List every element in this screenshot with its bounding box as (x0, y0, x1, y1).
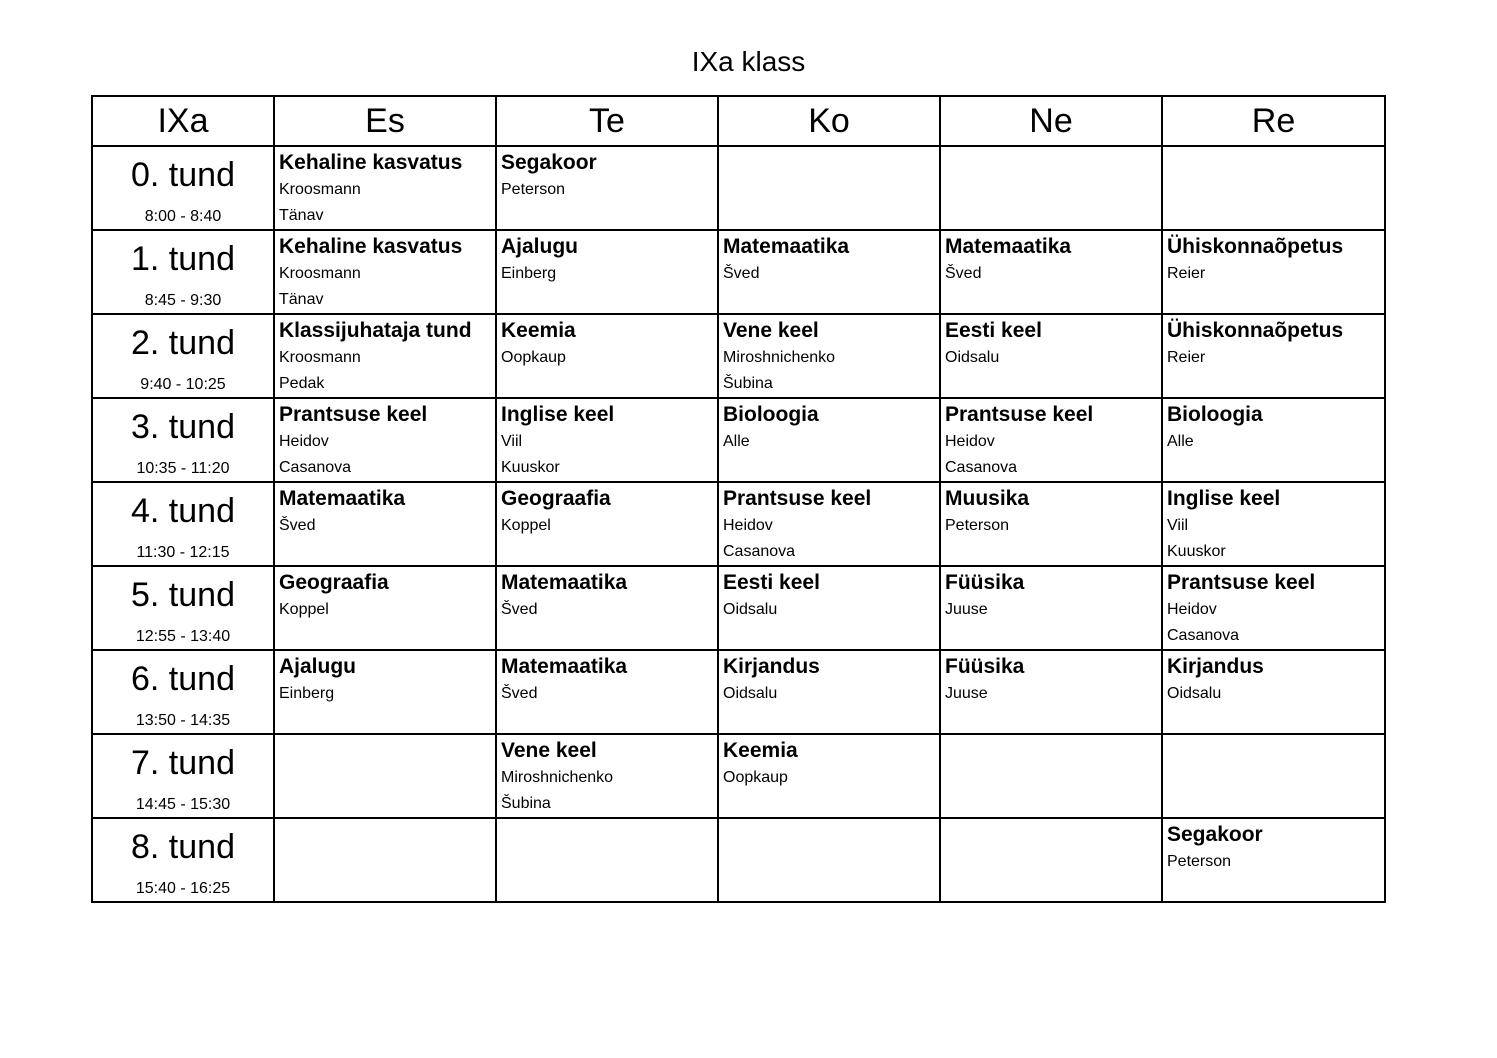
period-time: 14:45 - 15:30 (135, 796, 231, 813)
lesson-cell (496, 734, 718, 818)
lesson-subject: Eesti keel (945, 319, 1042, 342)
lesson-cell (274, 146, 496, 230)
lesson-teacher: Tänav (279, 207, 324, 224)
period-cell (92, 482, 274, 566)
period-cell (92, 230, 274, 314)
period-row (92, 146, 1385, 230)
timetable (91, 95, 1386, 903)
lesson-subject: Keemia (723, 739, 798, 762)
period-cell (92, 146, 274, 230)
lesson-subject: Prantsuse keel (1167, 571, 1316, 594)
lesson-teacher: Casanova (279, 459, 352, 476)
lesson-teacher: Kroosmann (279, 349, 361, 366)
header-day-te: Te (496, 96, 718, 146)
lesson-teacher: Šved (945, 265, 982, 282)
lesson-subject: Segakoor (501, 151, 597, 174)
lesson-subject: Kirjandus (1167, 655, 1264, 678)
lesson-teacher: Koppel (501, 517, 551, 534)
lesson-cell (1162, 818, 1385, 902)
lesson-cell (274, 398, 496, 482)
lesson-teacher: Oidsalu (1167, 685, 1222, 702)
lesson-cell (496, 314, 718, 398)
period-time: 8:45 - 9:30 (144, 292, 222, 309)
lesson-teacher: Kuuskor (1167, 543, 1226, 560)
lesson-teacher: Kroosmann (279, 265, 361, 282)
lesson-cell (496, 566, 718, 650)
lesson-subject: Segakoor (1167, 823, 1263, 846)
lesson-subject: Matemaatika (945, 235, 1072, 258)
lesson-cell (274, 818, 496, 902)
lesson-teacher: Heidov (945, 433, 995, 450)
lesson-subject: Kirjandus (723, 655, 820, 678)
period-name: 3. tund (131, 408, 235, 446)
lesson-subject: Muusika (945, 487, 1030, 510)
lesson-teacher: Reier (1167, 265, 1206, 282)
period-row (92, 398, 1385, 482)
lesson-cell (496, 146, 718, 230)
period-cell (92, 566, 274, 650)
lesson-subject: Geograafia (501, 487, 611, 510)
lesson-teacher: Šved (723, 265, 760, 282)
header-day-ne: Ne (940, 96, 1162, 146)
lesson-cell (274, 734, 496, 818)
lesson-cell (940, 818, 1162, 902)
period-name: 4. tund (131, 492, 235, 530)
lesson-cell (1162, 734, 1385, 818)
lesson-subject: Prantsuse keel (945, 403, 1094, 426)
lesson-subject: Matemaatika (279, 487, 406, 510)
lesson-teacher: Heidov (1167, 601, 1217, 618)
period-cell (92, 818, 274, 902)
lesson-cell (496, 650, 718, 734)
lesson-teacher: Kroosmann (279, 181, 361, 198)
lesson-cell (718, 650, 940, 734)
lesson-subject: Ühiskonnaõpetus (1167, 319, 1344, 342)
lesson-teacher: Oidsalu (723, 601, 778, 618)
lesson-cell (718, 734, 940, 818)
lesson-teacher: Pedak (279, 375, 325, 392)
lesson-cell (718, 818, 940, 902)
lesson-teacher: Reier (1167, 349, 1206, 366)
period-time: 8:00 - 8:40 (144, 208, 222, 225)
lesson-teacher: Heidov (279, 433, 329, 450)
lesson-subject: Füüsika (945, 655, 1025, 678)
lesson-subject: Vene keel (501, 739, 597, 762)
header-class: IXa (92, 96, 274, 146)
lesson-subject: Bioloogia (723, 403, 819, 426)
header-row (92, 96, 1385, 146)
lesson-teacher: Šved (279, 517, 316, 534)
lesson-subject: Vene keel (723, 319, 819, 342)
lesson-teacher: Alle (1167, 433, 1194, 450)
lesson-cell (1162, 482, 1385, 566)
period-row (92, 482, 1385, 566)
period-cell (92, 314, 274, 398)
header-day-es: Es (274, 96, 496, 146)
lesson-cell (1162, 398, 1385, 482)
period-name: 6. tund (131, 660, 235, 698)
lesson-teacher: Heidov (723, 517, 773, 534)
lesson-subject: Kehaline kasvatus (279, 151, 463, 174)
lesson-teacher: Casanova (1167, 627, 1240, 644)
lesson-teacher: Viil (1167, 517, 1189, 534)
lesson-cell (1162, 230, 1385, 314)
period-time: 15:40 - 16:25 (135, 880, 231, 897)
period-cell (92, 650, 274, 734)
lesson-cell (718, 482, 940, 566)
period-name: 1. tund (131, 240, 235, 278)
page-title: IXa klass (691, 46, 806, 77)
lesson-cell (940, 230, 1162, 314)
lesson-cell (1162, 650, 1385, 734)
period-name: 0. tund (131, 156, 235, 194)
lesson-cell (940, 398, 1162, 482)
lesson-subject: Prantsuse keel (279, 403, 428, 426)
lesson-teacher: Einberg (279, 685, 335, 702)
lesson-cell (718, 230, 940, 314)
lesson-teacher: Šved (501, 685, 538, 702)
period-name: 2. tund (131, 324, 235, 362)
lesson-teacher: Oopkaup (501, 349, 566, 366)
period-cell (92, 734, 274, 818)
lesson-teacher: Oidsalu (723, 685, 778, 702)
lesson-subject: Matemaatika (723, 235, 850, 258)
lesson-subject: Keemia (501, 319, 576, 342)
lesson-teacher: Tänav (279, 291, 324, 308)
lesson-teacher: Peterson (1167, 853, 1232, 870)
lesson-cell (274, 314, 496, 398)
lesson-cell (1162, 314, 1385, 398)
period-row (92, 314, 1385, 398)
lesson-teacher: Peterson (945, 517, 1010, 534)
lesson-cell (940, 734, 1162, 818)
period-name: 5. tund (131, 576, 235, 614)
period-time: 11:30 - 12:15 (136, 544, 230, 561)
lesson-subject: Ühiskonnaõpetus (1167, 235, 1344, 258)
lesson-teacher: Peterson (501, 181, 566, 198)
period-cell (92, 398, 274, 482)
header-day-re: Re (1162, 96, 1385, 146)
lesson-cell (718, 314, 940, 398)
period-row (92, 734, 1385, 818)
lesson-subject: Füüsika (945, 571, 1025, 594)
period-time: 9:40 - 10:25 (140, 376, 226, 393)
lesson-teacher: Einberg (501, 265, 557, 282)
lesson-cell (940, 314, 1162, 398)
lesson-cell (274, 566, 496, 650)
lesson-teacher: Miroshnichenko (501, 769, 614, 786)
lesson-subject: Inglise keel (1167, 487, 1281, 510)
period-time: 12:55 - 13:40 (135, 628, 231, 645)
lesson-teacher: Kuuskor (501, 459, 560, 476)
lesson-subject: Matemaatika (501, 655, 628, 678)
period-time: 10:35 - 11:20 (136, 460, 230, 477)
lesson-cell (496, 818, 718, 902)
lesson-subject: Bioloogia (1167, 403, 1263, 426)
period-row (92, 566, 1385, 650)
lesson-teacher: Šved (501, 601, 538, 618)
lesson-teacher: Juuse (945, 685, 988, 702)
lesson-subject: Geograafia (279, 571, 389, 594)
lesson-cell (718, 398, 940, 482)
lesson-cell (940, 650, 1162, 734)
period-row (92, 650, 1385, 734)
lesson-cell (496, 482, 718, 566)
period-name: 8. tund (131, 828, 235, 866)
lesson-cell (940, 482, 1162, 566)
lesson-cell (940, 566, 1162, 650)
header-day-ko: Ko (718, 96, 940, 146)
lesson-subject: Ajalugu (279, 655, 356, 678)
lesson-cell (718, 566, 940, 650)
lesson-cell (1162, 146, 1385, 230)
lesson-subject: Ajalugu (501, 235, 578, 258)
lesson-teacher: Šubina (501, 795, 551, 812)
period-row (92, 230, 1385, 314)
lesson-cell (274, 230, 496, 314)
lesson-cell (496, 398, 718, 482)
lesson-cell (274, 482, 496, 566)
lesson-teacher: Casanova (945, 459, 1018, 476)
lesson-subject: Inglise keel (501, 403, 615, 426)
period-name: 7. tund (131, 744, 235, 782)
lesson-subject: Matemaatika (501, 571, 628, 594)
period-row (92, 818, 1385, 902)
lesson-teacher: Casanova (723, 543, 796, 560)
lesson-cell (1162, 566, 1385, 650)
period-time: 13:50 - 14:35 (135, 712, 231, 729)
lesson-subject: Kehaline kasvatus (279, 235, 463, 258)
lesson-teacher: Oidsalu (945, 349, 1000, 366)
lesson-teacher: Juuse (945, 601, 988, 618)
lesson-teacher: Šubina (723, 375, 773, 392)
lesson-cell (718, 146, 940, 230)
lesson-teacher: Alle (723, 433, 750, 450)
lesson-teacher: Oopkaup (723, 769, 788, 786)
lesson-subject: Klassijuhataja tund (279, 319, 472, 342)
lesson-cell (940, 146, 1162, 230)
lesson-cell (274, 650, 496, 734)
lesson-subject: Prantsuse keel (723, 487, 872, 510)
lesson-teacher: Koppel (279, 601, 329, 618)
lesson-subject: Eesti keel (723, 571, 820, 594)
lesson-cell (496, 230, 718, 314)
lesson-teacher: Viil (501, 433, 523, 450)
lesson-teacher: Miroshnichenko (723, 349, 836, 366)
